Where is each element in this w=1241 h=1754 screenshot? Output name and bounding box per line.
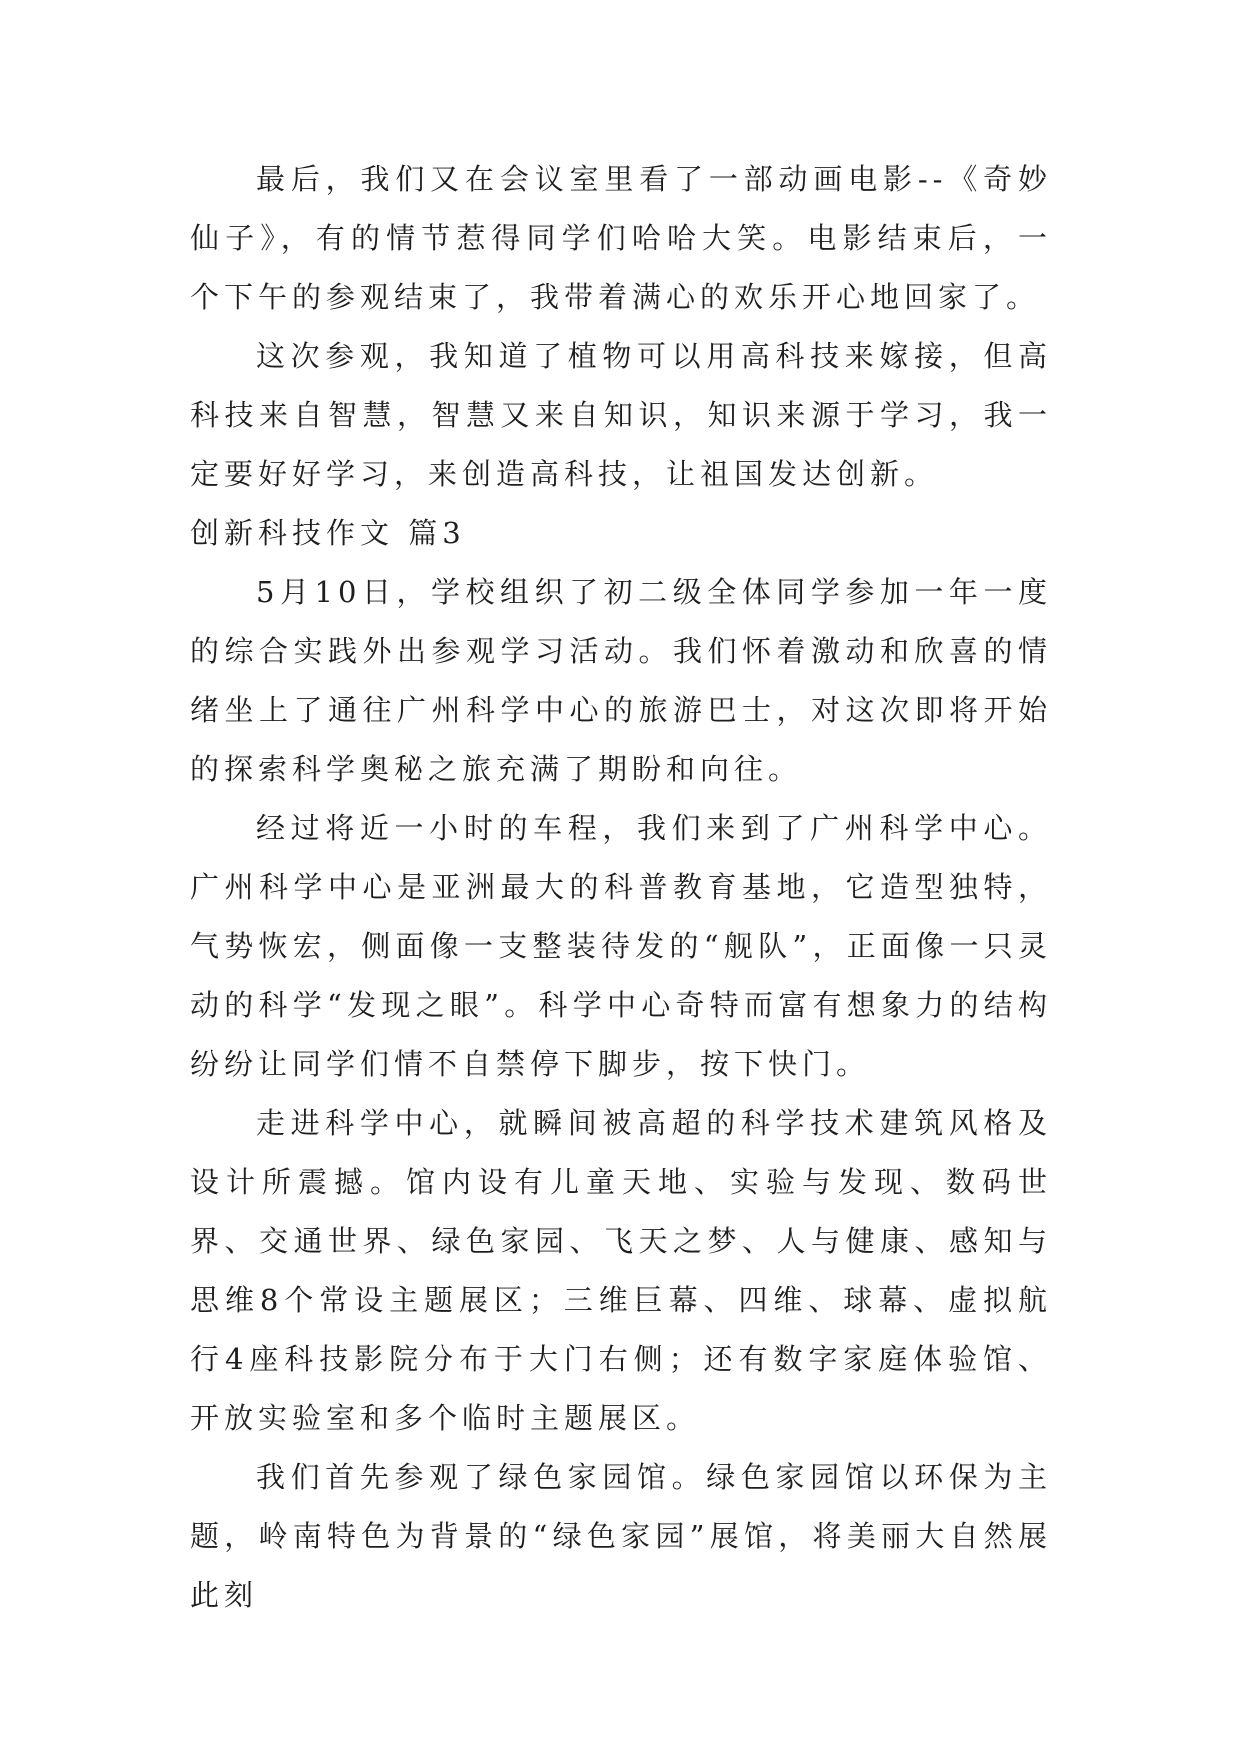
paragraph-trip-intro: 5月10日，学校组织了初二级全体同学参加一年一度的综合实践外出参观学习活动。我们怀着激动和欣喜的情绪坐上了通往广州科学中心的旅游巴士，对这次即将开始的探索科学奥秘之旅充满了期盼和向往。: [190, 575, 1052, 786]
section-heading: 创新科技作文 篇3: [190, 516, 466, 550]
paragraph-science-center: 经过将近一小时的车程，我们来到了广州科学中心。广州科学中心是亚洲最大的科普教育基地，它造型独特，气势恢宏，侧面像一支整装待发的“舰队”，正面像一只灵动的科学“发现之眼”。科学中心奇特而富有想象力的结构纷纷让同学们情不自禁停下脚步，按下快门。: [190, 811, 1052, 1081]
paragraph-exhibits: 走进科学中心，就瞬间被高超的科学技术建筑风格及设计所震撼。馆内设有儿童天地、实验与发现、数码世界、交通世界、绿色家园、飞天之梦、人与健康、感知与思维8个常设主题展区；三维巨幕、四维、球幕、虚拟航行4座科技影院分布于大门右侧；还有数字家庭体验馆、开放实验室和多个临时主题展区。: [190, 1106, 1052, 1435]
paragraph-closing-movie: 最后，我们又在会议室里看了一部动画电影--《奇妙仙子》，有的情节惹得同学们哈哈大笑。电影结束后，一个下午的参观结束了，我带着满心的欢乐开心地回家了。: [190, 162, 1052, 314]
document-body: [190, 150, 1052, 1625]
paragraph-reflection: 这次参观，我知道了植物可以用高科技来嫁接，但高科技来自智慧，智慧又来自知识，知识来源于学习，我一定要好好学习，来创造高科技，让祖国发达创新。: [190, 339, 1052, 491]
paragraph-green-home: 我们首先参观了绿色家园馆。绿色家园馆以环保为主题，岭南特色为背景的“绿色家园”展馆，将美丽大自然展此刻: [190, 1460, 1052, 1612]
